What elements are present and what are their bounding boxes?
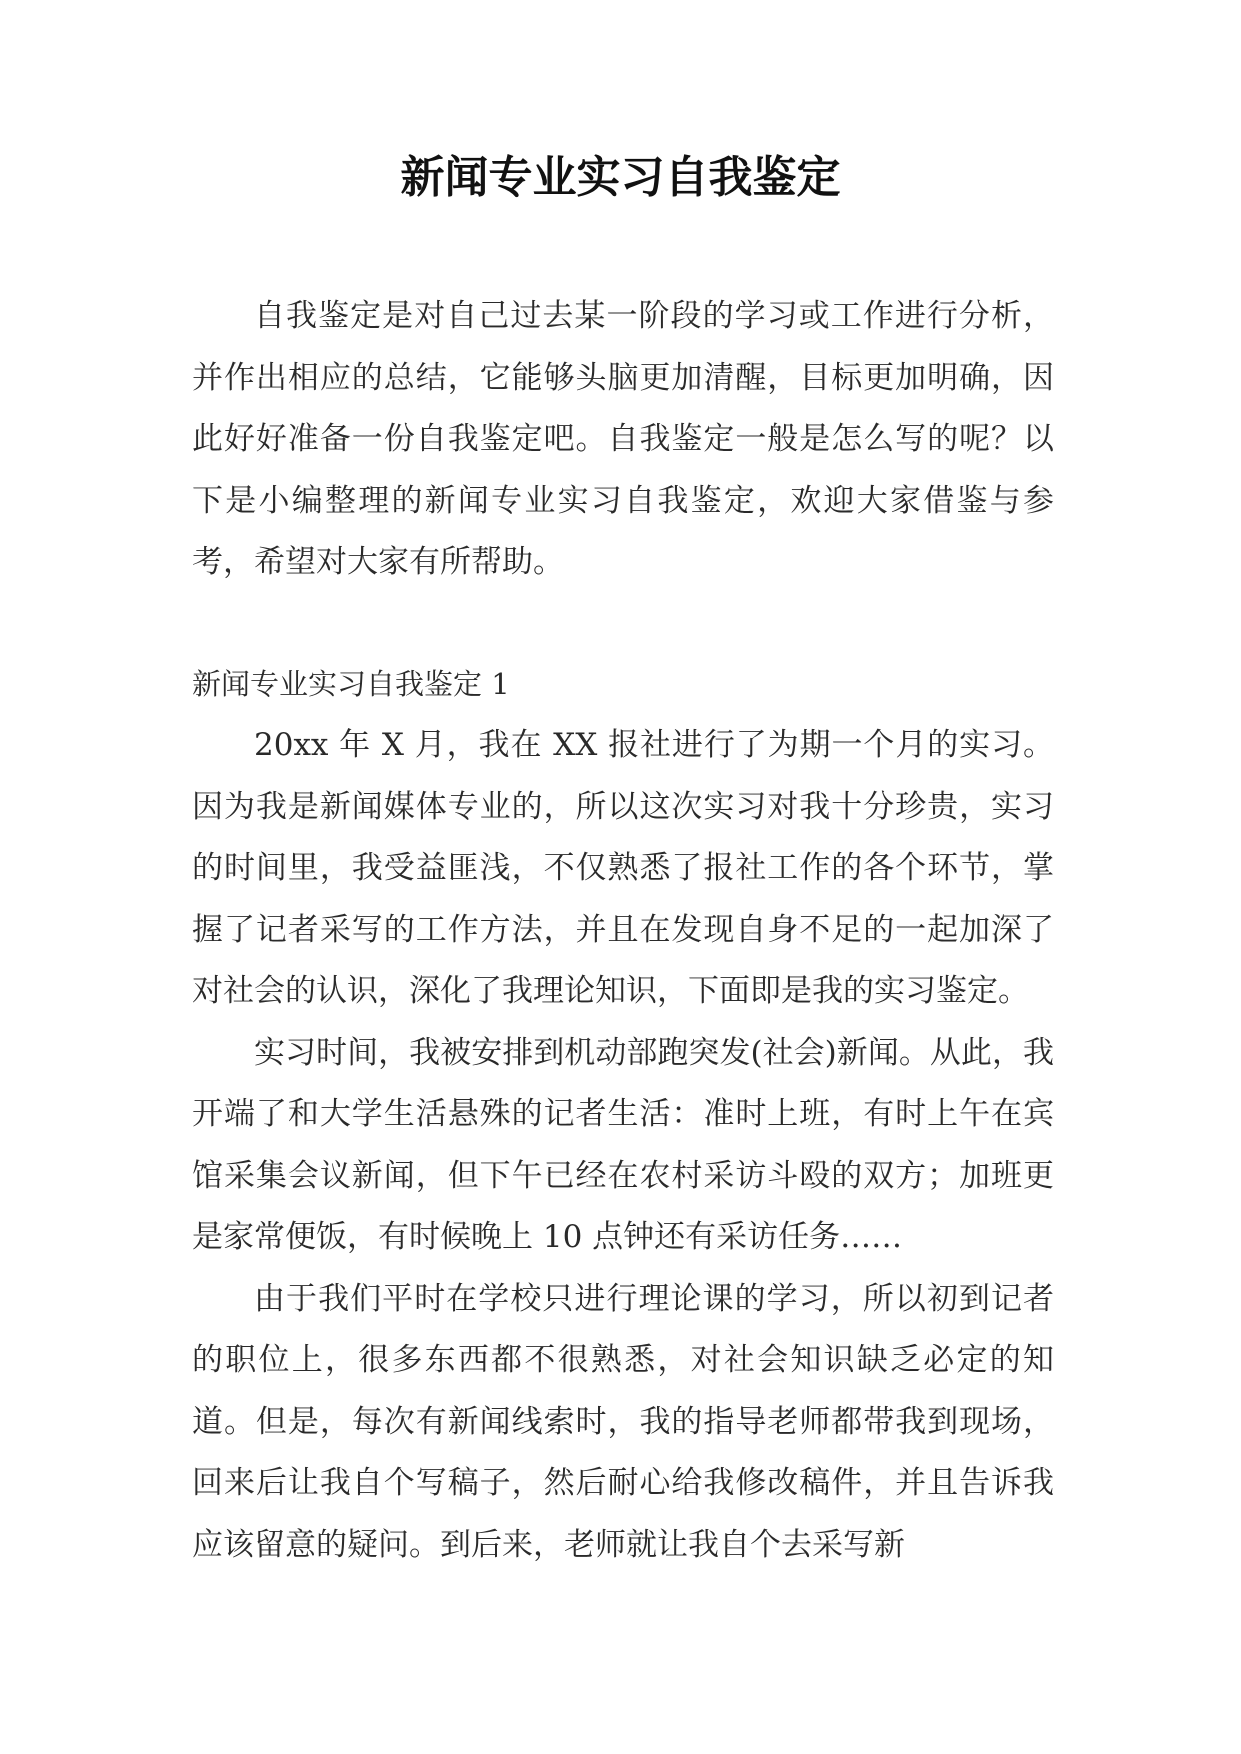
document-title: 新闻专业实习自我鉴定 (400, 152, 841, 203)
body-paragraph-3: 由于我们平时在学校只进行理论课的学习，所以初到记者的职位上，很多东西都不很熟悉，对社会知识缺乏必定的知道。但是，每次有新闻线索时，我的指导老师都带我到现场，回来后让我自个写稿子，然后耐心给我修改稿件，并且告诉我应该留意的疑问。到后来，老师就让我自个去采写新 (192, 1280, 1054, 1563)
section-heading: 新闻专业实习自我鉴定 1 (192, 666, 510, 701)
intro-paragraph: 自我鉴定是对自己过去某一阶段的学习或工作进行分析，并作出相应的总结，它能够头脑更加清醒，目标更加明确，因此好好准备一份自我鉴定吧。自我鉴定一般是怎么写的呢？以下是小编整理的新闻专业实习自我鉴定，欢迎大家借鉴与参考，希望对大家有所帮助。 (192, 298, 1054, 580)
body-paragraph-1: 20xx 年 X 月，我在 XX 报社进行了为期一个月的实习。因为我是新闻媒体专业的，所以这次实习对我十分珍贵，实习的时间里，我受益匪浅，不仅熟悉了报社工作的各个环节，掌握了记者采写的工作方法，并且在发现自身不足的一起加深了对社会的认识，深化了我理论知识，下面即是我的实习鉴定。 (192, 727, 1054, 1009)
document-body (192, 286, 1054, 1576)
body-paragraph-2: 实习时间，我被安排到机动部跑突发(社会)新闻。从此，我开端了和大学生活悬殊的记者生活：准时上班，有时上午在宾馆采集会议新闻，但下午已经在农村采访斗殴的双方；加班更是家常便饭，有时候晚上 10 点钟还有采访任务…… (192, 1034, 1054, 1255)
